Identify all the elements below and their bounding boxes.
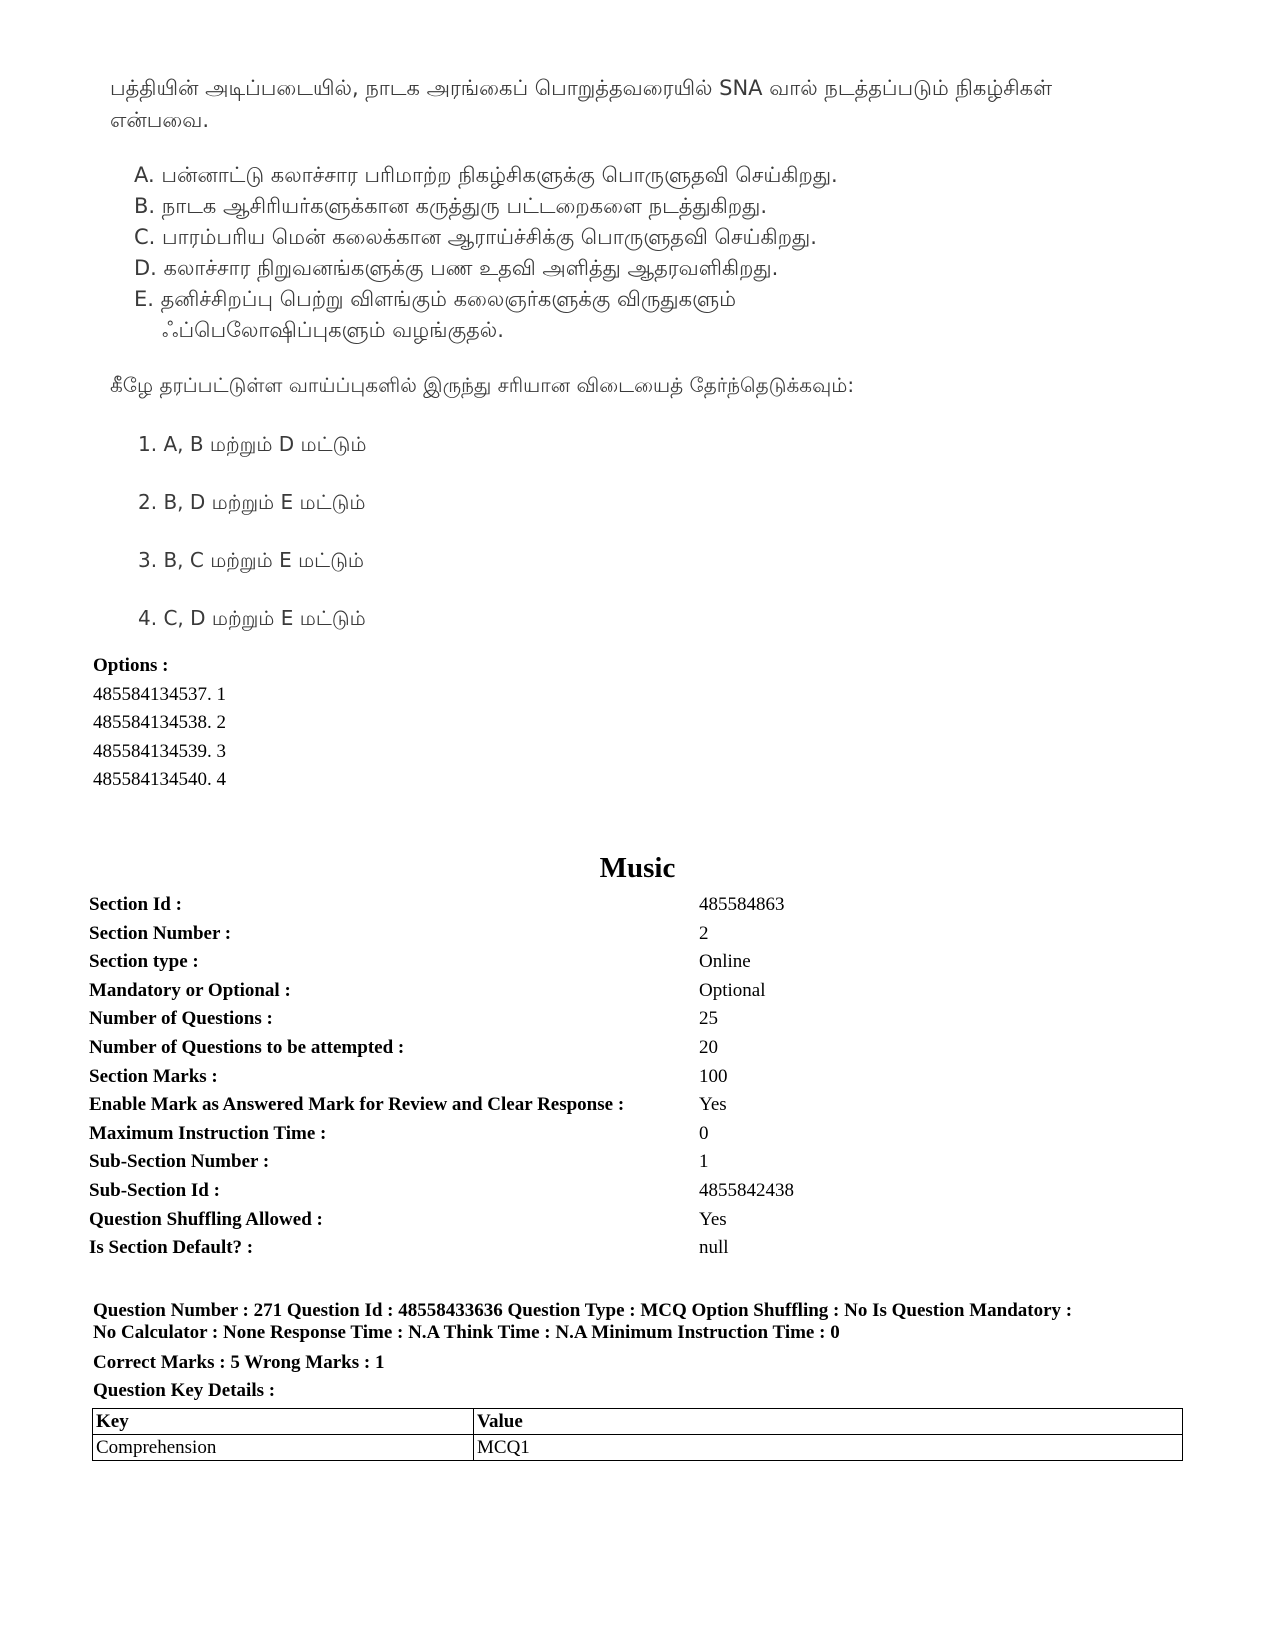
statement-list [134,160,838,346]
table-cell-value: MCQ1 [474,1435,1183,1461]
question-meta-line-1: Question Number : 271 Question Id : 48558433636 Question Type : MCQ Option Shuffling : No Is Question Mandatory : [93,1300,1073,1321]
section-value: 25 [699,1008,718,1030]
statement-b: B. நாடக ஆசிரியர்களுக்கான கருத்துரு பட்டறைகளை நடத்துகிறது. [134,194,768,218]
section-row [89,1234,989,1263]
section-key: Question Shuffling Allowed : [89,1208,323,1230]
section-key: Maximum Instruction Time : [89,1122,327,1144]
section-row [89,1091,989,1120]
section-key: Number of Questions : [89,1008,273,1030]
section-title: Music [599,852,676,884]
section-value: 20 [699,1036,718,1058]
answer-choice-2: 2. B, D மற்றும் E மட்டும் [138,490,366,514]
section-value: 0 [699,1122,709,1144]
section-key: Section type : [89,951,199,973]
section-value: Optional [699,979,766,1001]
table-header-row [93,1409,1183,1435]
question-key-table [92,1408,1183,1461]
option-item: 485584134537. 1 [93,683,226,705]
table-row [93,1435,1183,1461]
section-details [89,891,989,1263]
statement-d: D. கலாச்சார நிறுவனங்களுக்கு பண உதவி அளித்து ஆதரவளிகிறது. [134,256,779,280]
statement-e-continued: ஃப்பெலோஷிப்புகளும் வழங்குதல். [162,318,504,342]
section-row [89,891,989,920]
question-meta [93,1300,1203,1404]
table-header-value: Value [474,1409,1183,1435]
statement-a: A. பன்னாட்டு கலாச்சார பரிமாற்ற நிகழ்சிகளுக்கு பொருளுதவி செய்கிறது. [134,163,838,187]
answer-choice-1: 1. A, B மற்றும் D மட்டும் [138,432,367,456]
answer-choice-list [138,430,367,662]
section-row [89,977,989,1006]
section-row [89,1005,989,1034]
answer-choice-3: 3. B, C மற்றும் E மட்டும் [138,548,365,572]
table-header-key: Key [93,1409,474,1435]
section-value: Online [699,951,751,973]
section-row [89,1206,989,1235]
option-item: 485584134538. 2 [93,712,226,733]
question-instruction: கீழே தரப்பட்டுள்ள வாய்ப்புகளில் இருந்து சரியான விடையைத் தேர்ந்தெடுக்கவும்: [110,373,855,397]
statement-c: C. பாரம்பரிய மென் கலைக்கான ஆராய்ச்சிக்கு பொருளுதவி செய்கிறது. [134,225,817,249]
section-key: Section Id : [89,894,182,915]
section-value: 4855842438 [699,1179,794,1201]
section-row [89,920,989,949]
section-value: null [699,1237,729,1259]
section-key: Sub-Section Number : [89,1151,270,1173]
option-item: 485584134540. 4 [93,769,226,790]
section-row [89,1034,989,1063]
section-value: 2 [699,922,709,944]
section-key: Section Number : [89,922,232,944]
section-key: Mandatory or Optional : [89,979,291,1001]
section-key: Sub-Section Id : [89,1179,220,1201]
section-row [89,1177,989,1206]
section-row [89,1063,989,1092]
question-scan [0,0,1275,640]
section-key: Is Section Default? : [89,1237,254,1259]
answer-choice-4: 4. C, D மற்றும் E மட்டும் [138,606,366,630]
question-key-details-label: Question Key Details : [93,1380,276,1401]
section-value: 1 [699,1151,709,1173]
section-key: Section Marks : [89,1065,218,1087]
question-intro: பத்தியின் அடிப்படையில், நாடக அரங்கைப் பொறுத்தவரையில் SNA வால் நடத்தப்படும் நிகழ்சிகள் என்பவை. [110,76,1053,132]
question-meta-line-2: No Calculator : None Response Time : N.A Think Time : N.A Minimum Instruction Time : 0 [93,1322,840,1343]
option-item: 485584134539. 3 [93,740,226,762]
section-value: Yes [699,1094,727,1116]
section-row [89,948,989,977]
statement-e: E. தனிச்சிறப்பு பெற்று விளங்கும் கலைஞர்களுக்கு விருதுகளும் [134,287,736,311]
options-header: Options : [93,655,169,676]
section-value: 100 [699,1065,728,1087]
section-key: Number of Questions to be attempted : [89,1036,405,1058]
section-value: 485584863 [699,894,785,915]
section-value: Yes [699,1208,727,1230]
options-block [93,652,226,795]
section-key: Enable Mark as Answered Mark for Review and Clear Response : [89,1094,625,1116]
table-cell-key: Comprehension [93,1435,474,1461]
question-marks: Correct Marks : 5 Wrong Marks : 1 [93,1352,385,1373]
section-row [89,1148,989,1177]
section-row [89,1120,989,1149]
